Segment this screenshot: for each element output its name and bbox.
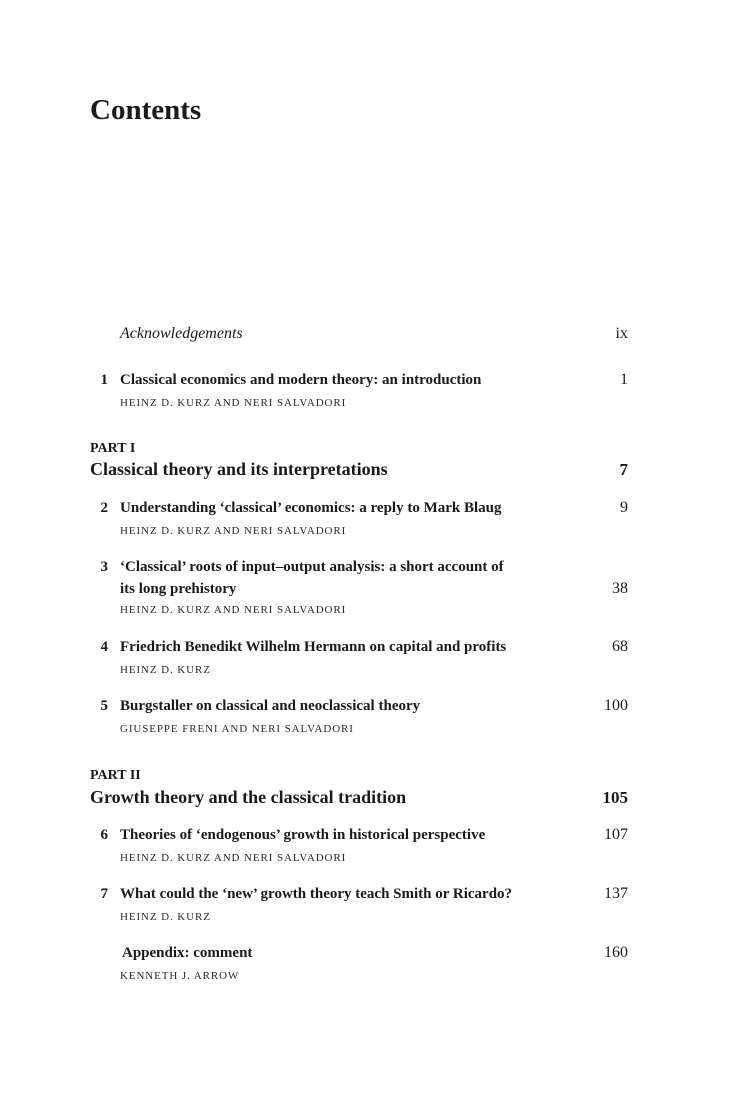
chapter-title: Classical economics and modern theory: an introduction — [120, 372, 482, 388]
acknowledgements-page: ix — [615, 325, 628, 342]
acknowledgements-label: Acknowledgements — [120, 325, 243, 342]
appendix-page: 160 — [604, 944, 628, 961]
chapter-number: 1 — [100, 372, 108, 388]
chapter-author: HEINZ D. KURZ AND NERI SALVADORI — [120, 604, 347, 616]
part-title: Growth theory and the classical tradition — [90, 787, 407, 807]
chapter-title: Friedrich Benedikt Wilhelm Hermann on capital and profits — [120, 639, 507, 655]
chapter-page: 100 — [604, 697, 628, 714]
chapter-author: GIUSEPPE FRENI AND NERI SALVADORI — [120, 723, 354, 735]
chapter-author: HEINZ D. KURZ — [120, 911, 211, 923]
part-title: Classical theory and its interpretations — [90, 459, 388, 479]
chapter-author: HEINZ D. KURZ AND NERI SALVADORI — [120, 852, 347, 864]
chapter-author: HEINZ D. KURZ AND NERI SALVADORI — [120, 397, 347, 409]
chapter-title: Understanding ‘classical’ economics: a reply to Mark Blaug — [120, 500, 502, 516]
chapter-page: 107 — [604, 826, 628, 843]
chapter-number: 2 — [100, 500, 108, 516]
part-label: PART II — [90, 768, 141, 783]
appendix-author: KENNETH J. ARROW — [120, 970, 240, 982]
chapter-number: 3 — [100, 559, 108, 575]
chapter-author: HEINZ D. KURZ — [120, 664, 211, 676]
chapter-number: 5 — [100, 698, 108, 714]
chapter-number: 7 — [100, 886, 108, 902]
chapter-page: 1 — [620, 371, 628, 388]
part-page: 7 — [619, 460, 628, 479]
chapter-page: 137 — [604, 885, 628, 902]
chapter-number: 4 — [100, 639, 108, 655]
chapter-number: 6 — [100, 827, 108, 843]
chapter-title-line-1: ‘Classical’ roots of input–output analysis: a short account of — [120, 559, 504, 575]
part-page: 105 — [602, 788, 628, 807]
chapter-title-line-2: its long prehistory — [120, 581, 237, 597]
part-label: PART I — [90, 441, 136, 456]
chapter-title: What could the ‘new’ growth theory teach Smith or Ricardo? — [120, 886, 513, 902]
chapter-title: Theories of ‘endogenous’ growth in historical perspective — [120, 827, 486, 843]
chapter-page: 38 — [612, 580, 628, 597]
chapter-page: 68 — [612, 638, 628, 655]
chapter-page: 9 — [620, 499, 628, 516]
page-title: Contents — [90, 94, 202, 126]
chapter-author: HEINZ D. KURZ AND NERI SALVADORI — [120, 525, 347, 537]
appendix-title: Appendix: comment — [122, 945, 253, 961]
chapter-title: Burgstaller on classical and neoclassical theory — [120, 698, 421, 714]
